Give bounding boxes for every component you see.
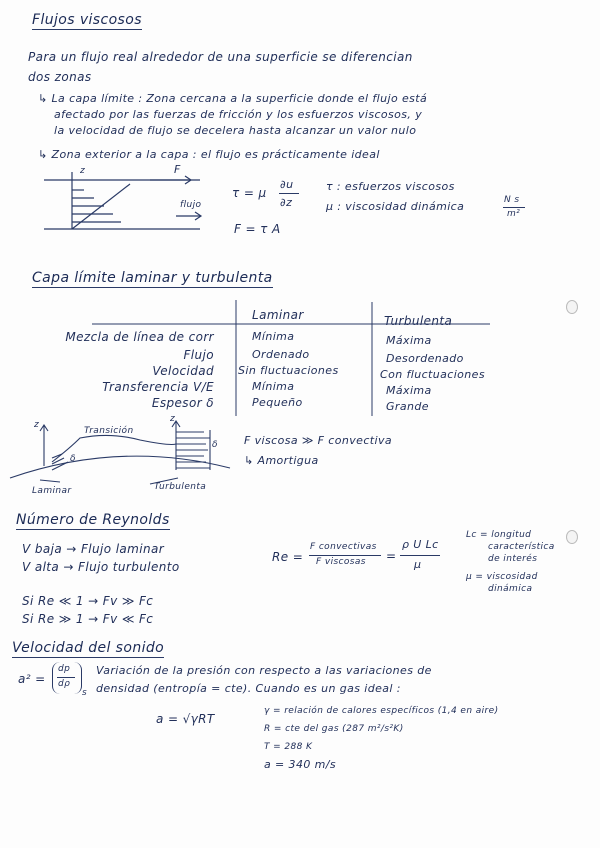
section-title-flujos-viscosos: Flujos viscosos xyxy=(32,12,142,28)
sketch-label-laminar: Laminar xyxy=(32,486,72,496)
unit-denominator: m² xyxy=(507,209,521,219)
table-cell-turbulenta: Con fluctuaciones xyxy=(380,368,485,381)
flow-label: flujo xyxy=(180,200,202,210)
reynolds-numerator-density: ρ U Lc xyxy=(402,538,439,551)
reynolds-numerator-forces: F convectivas xyxy=(310,542,377,552)
table-cell-turbulenta: Desordenado xyxy=(386,352,464,365)
reynolds-denominator-viscosity: μ xyxy=(414,558,422,571)
fraction-bar xyxy=(400,555,440,556)
paragraph-line: dos zonas xyxy=(28,70,92,84)
table-row-label: Flujo xyxy=(183,348,214,362)
table-cell-turbulenta: Máxima xyxy=(386,384,432,397)
reynolds-condition-low: Si Re ≪ 1 → Fv ≫ Fc xyxy=(22,594,154,608)
table-cell-laminar: Mínima xyxy=(252,380,295,393)
force-label-f: F xyxy=(174,163,181,176)
fraction-bar xyxy=(57,677,75,678)
table-row-label: Mezcla de línea de corr xyxy=(65,330,214,344)
table-cell-laminar: Sin fluctuaciones xyxy=(238,364,339,377)
force-equation: F = τ A xyxy=(234,222,281,236)
reynolds-high-velocity: V alta → Flujo turbulento xyxy=(22,560,180,574)
table-cell-laminar: Ordenado xyxy=(252,348,310,361)
unit-numerator: N s xyxy=(504,195,520,205)
derivative-numerator: dp xyxy=(58,664,71,674)
section-title-capa-limite: Capa límite laminar y turbulenta xyxy=(32,270,273,286)
variable-r: R = cte del gas (287 m²/s²K) xyxy=(264,724,404,734)
reynolds-low-velocity: V baja → Flujo laminar xyxy=(22,542,165,556)
sound-speed-description: densidad (entropía = cte). Cuando es un gas ideal : xyxy=(96,682,401,695)
table-cell-laminar: Pequeño xyxy=(252,396,303,409)
sound-speed-description: Variación de la presión con respecto a las variaciones de xyxy=(96,664,432,677)
shear-equation-numerator: ∂u xyxy=(280,178,294,191)
table-cell-turbulenta: Máxima xyxy=(386,334,432,347)
column-header-laminar: Laminar xyxy=(252,308,304,322)
table-row-label: Espesor δ xyxy=(151,396,214,410)
bullet-capa-limite: ↳ La capa límite : Zona cercana a la superficie donde el flujo está xyxy=(38,92,428,105)
section-title-reynolds: Número de Reynolds xyxy=(16,512,170,528)
axis-label-z: z xyxy=(170,414,176,424)
equals-sign: = xyxy=(386,549,397,563)
note-amortigua: ↳ Amortigua xyxy=(244,454,319,467)
bullet-capa-limite-cont: la velocidad de flujo se decelera hasta alcanzar un valor nulo xyxy=(54,124,417,137)
paragraph-line: Para un flujo real alrededor de una superficie se diferencian xyxy=(28,50,413,64)
variable-t: T = 288 K xyxy=(264,742,313,752)
table-row-label: Transferencia V/E xyxy=(102,380,214,394)
bullet-zona-exterior: ↳ Zona exterior a la capa : el flujo es prácticamente ideal xyxy=(38,148,380,161)
shear-equation: τ = μ xyxy=(232,186,267,200)
reynolds-equation-label: Re = xyxy=(272,550,304,564)
table-cell-turbulenta: Grande xyxy=(386,400,429,413)
subscript-s: s xyxy=(82,688,88,698)
table-cell-laminar: Mínima xyxy=(252,330,295,343)
sketch-label-turbulenta: Turbulenta xyxy=(154,482,207,492)
bullet-capa-limite-cont: afectado por las fuerzas de fricción y los esfuerzos viscosos, y xyxy=(54,108,423,121)
sketch-label-transicion: Transición xyxy=(84,426,134,436)
fraction-bar xyxy=(309,555,381,556)
shear-equation-denominator: ∂z xyxy=(280,196,293,209)
sound-speed-formula: a = √γRT xyxy=(156,712,215,726)
note-viscous-force: F viscosa ≫ F convectiva xyxy=(244,434,392,447)
variable-a: a = 340 m/s xyxy=(264,758,336,771)
sketch-label-delta: δ xyxy=(212,440,218,450)
lc-definition: característica xyxy=(488,542,555,552)
sound-speed-definition: a² = xyxy=(18,672,46,686)
variable-gamma: γ = relación de calores específicos (1,4 en aire) xyxy=(264,706,499,716)
mu-definition: dinámica xyxy=(488,584,533,594)
axis-label-z: z xyxy=(34,420,40,430)
derivative-denominator: dρ xyxy=(58,679,71,689)
axis-label-z: z xyxy=(80,166,86,176)
sketch-label-delta: δ xyxy=(70,454,76,464)
lc-definition: de interés xyxy=(488,554,538,564)
reynolds-condition-high: Si Re ≫ 1 → Fv ≪ Fc xyxy=(22,612,154,626)
mu-definition: μ = viscosidad xyxy=(466,572,538,582)
column-header-turbulenta: Turbulenta xyxy=(384,314,453,328)
reynolds-denominator-forces: F viscosas xyxy=(316,557,366,567)
section-title-velocidad-sonido: Velocidad del sonido xyxy=(12,640,165,656)
legend-tau: τ : esfuerzos viscosos xyxy=(326,180,455,193)
table-row-label: Velocidad xyxy=(152,364,214,378)
legend-mu: μ : viscosidad dinámica xyxy=(326,200,465,213)
lc-definition: Lc = longitud xyxy=(466,530,532,540)
